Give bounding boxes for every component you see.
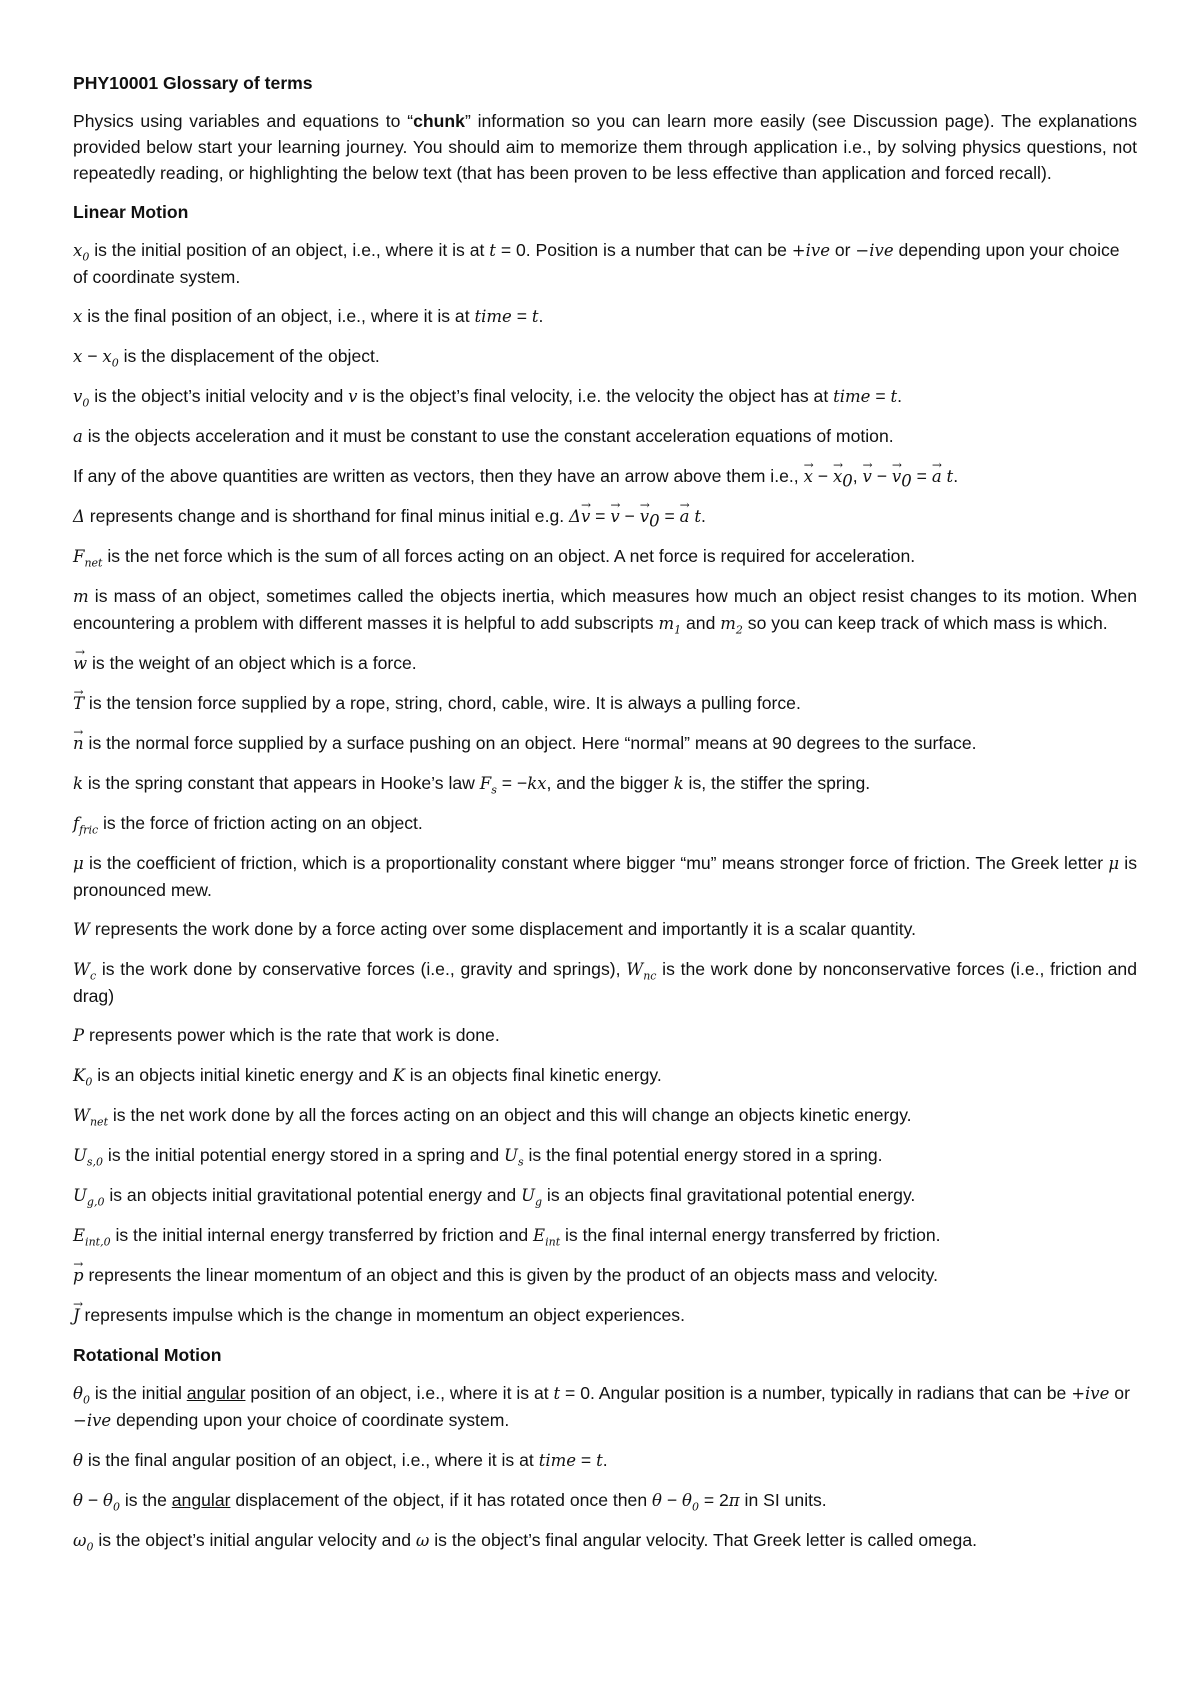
chunk-keyword: chunk <box>413 111 465 131</box>
term-x: x is the final position of an object, i.e., where it is at time = t. <box>73 306 544 326</box>
term-displacement: $x - x_0$ is the displacement of the object. <box>73 346 380 370</box>
term-friction-force: $f_{fric}$ is the force of friction acting on an object. <box>73 813 423 837</box>
term-wnet: $W_{net}$ is the net work done by all the forces acting on an object and this will change an objects kinetic energy. <box>73 1105 912 1129</box>
term-internal-energy: $E_{int,0}$ is the initial internal energy transferred by friction and $E_{int}$ is the final internal energy transferred by friction. <box>73 1225 941 1249</box>
term-velocity: $v_0$ is the object’s initial velocity and v is the object’s final velocity, i.e. the velocity the object has at time = t. <box>73 386 903 410</box>
term-angular-displacement: $\theta - \theta_0$ is the angular displacement of the object, if it has rotated once then $\theta - \theta_0 = 2\pi$ in SI units. <box>73 1490 827 1514</box>
term-mass: m is mass of an object, sometimes called the objects inertia, which measures how much an object resist changes to its motion. When encountering a problem with different masses it is helpful to add subscripts $m_1$ and $m_2$ so you can keep track of which mass is which. <box>73 586 1137 637</box>
term-x0: $x_0$ is the initial position of an object, i.e., where it is at t = 0. Position is a number that can be +ive or −ive depending upon your choice of coordinate system. <box>73 240 1120 287</box>
term-work: W represents the work done by a force acting over some displacement and importantly it is a scalar quantity. <box>73 919 916 939</box>
term-vectors: If any of the above quantities are written as vectors, then they have an arrow above them i.e., → x − → $x_0$, → v − → $v_0$ = → a t. <box>73 463 1137 490</box>
term-omega: $\omega_0$ is the object’s initial angular velocity and ω is the object’s final angular velocity. That Greek letter is called omega. <box>73 1530 977 1554</box>
linear-motion-heading: Linear Motion <box>73 202 189 222</box>
term-impulse: → J represents impulse which is the change in momentum an object experiences. <box>73 1302 1137 1329</box>
term-power: P represents power which is the rate that work is done. <box>73 1025 500 1045</box>
page-title: PHY10001 Glossary of terms <box>73 73 313 93</box>
term-spring-constant: k is the spring constant that appears in Hooke’s law $F_s = -kx$, and the bigger k is, the stiffer the spring. <box>73 773 871 797</box>
term-spring-pe: $U_{s,0}$ is the initial potential energy stored in a spring and $U_s$ is the final potential energy stored in a spring. <box>73 1145 883 1169</box>
term-mu: μ is the coefficient of friction, which is a proportionality constant where bigger “mu” means stronger force of friction. The Greek letter μ is pronounced mew. <box>73 853 1138 900</box>
rotational-motion-heading: Rotational Motion <box>73 1345 222 1365</box>
glossary-page <box>73 70 1137 1567</box>
term-grav-pe: $U_{g,0}$ is an objects initial gravitational potential energy and $U_g$ is an objects final gravitational potential energy. <box>73 1185 916 1209</box>
term-acceleration: a is the objects acceleration and it must be constant to use the constant acceleration equations of motion. <box>73 426 894 446</box>
term-work-conservative: $W_c$ is the work done by conservative forces (i.e., gravity and springs), $W_{nc}$ is the work done by nonconservative forces (i.e., friction and drag) <box>73 959 1138 1006</box>
intro-paragraph: Physics using variables and equations to “chunk” information so you can learn more easily (see Discussion page). The explanations provided below start your learning journey. You should aim to memorize them through application i.e., by solving physics questions, not repeatedly reading, or highlighting the below text (that has been proven to be less effective than application and forced recall). <box>73 111 1137 183</box>
term-fnet: $F_{net}$ is the net force which is the sum of all forces acting on an object. A net force is required for acceleration. <box>73 546 916 570</box>
term-theta: θ is the final angular position of an object, i.e., where it is at time = t. <box>73 1450 608 1470</box>
term-kinetic-energy: $K_0$ is an objects initial kinetic energy and K is an objects final kinetic energy. <box>73 1065 662 1089</box>
term-delta: Δ represents change and is shorthand for final minus initial e.g. Δ→ v = → v − → $v_0$ = → a t. <box>73 503 1137 530</box>
term-weight: → w is the weight of an object which is a force. <box>73 650 1137 677</box>
term-momentum: → p represents the linear momentum of an object and this is given by the product of an objects mass and velocity. <box>73 1262 1137 1289</box>
term-normal: → n is the normal force supplied by a surface pushing on an object. Here “normal” means at 90 degrees to the surface. <box>73 730 1137 757</box>
term-tension: → T is the tension force supplied by a rope, string, chord, cable, wire. It is always a pulling force. <box>73 690 1137 717</box>
term-theta0: $\theta_0$ is the initial angular position of an object, i.e., where it is at t = 0. Angular position is a number, typically in radians that can be +ive or −ive depending upon your choice of coordinate system. <box>73 1383 1130 1430</box>
